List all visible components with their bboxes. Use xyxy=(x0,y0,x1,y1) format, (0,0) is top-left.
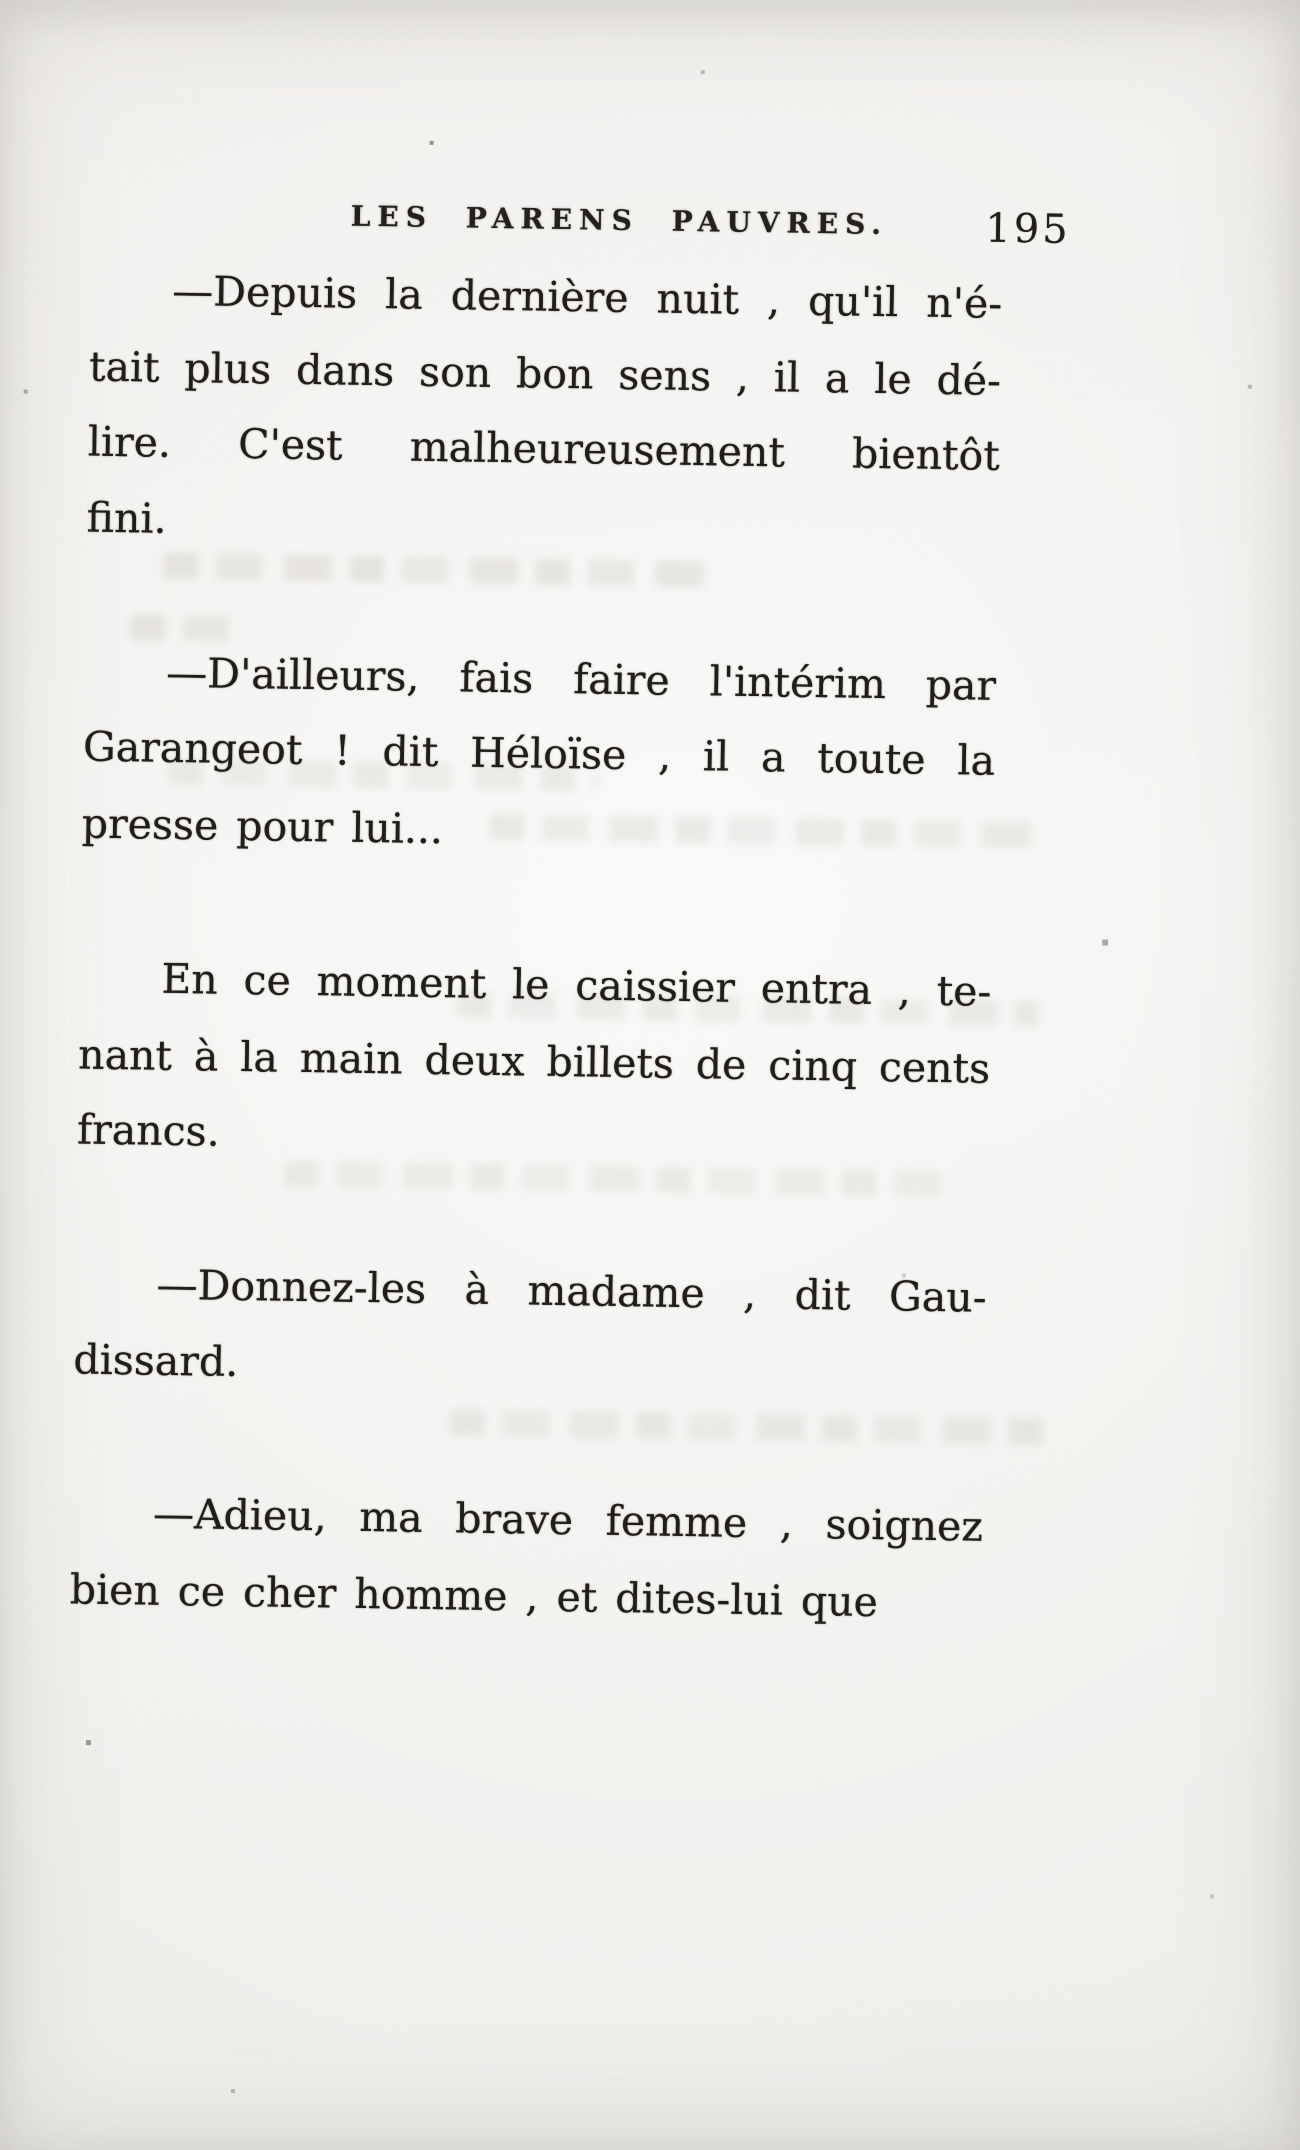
text-line: —D'ailleurs, fais faire l'intérim par xyxy=(165,648,997,710)
text-line: fini. xyxy=(86,493,167,543)
text-line: nant à la main deux billets de cinq cents xyxy=(77,1030,991,1093)
text-line: presse pour lui... xyxy=(81,799,444,854)
text-line: —Adieu, ma brave femme , soignez xyxy=(152,1489,984,1551)
text-line: bien ce cher homme , et dites-lui que xyxy=(69,1565,879,1627)
body-text-block xyxy=(69,252,1003,1642)
text-line: lire. C'est malheureusement bientôt xyxy=(87,417,1001,480)
text-line: En ce moment le caissier entra , te- xyxy=(161,954,992,1016)
text-line: dissard. xyxy=(73,1335,239,1386)
text-line: —Donnez-les à madame , dit Gau- xyxy=(156,1260,987,1322)
page-number: 195 xyxy=(984,205,1072,253)
text-line: francs. xyxy=(76,1105,221,1156)
text-line: Garangeot ! dit Héloïse , il a toute la xyxy=(82,722,996,785)
text-line: —Depuis la dernière nuit , qu'il n'é- xyxy=(171,266,1003,328)
running-title: LES PARENS PAUVRES. xyxy=(350,199,889,242)
text-line: tait plus dans son bon sens , il a le dé- xyxy=(88,342,1002,405)
